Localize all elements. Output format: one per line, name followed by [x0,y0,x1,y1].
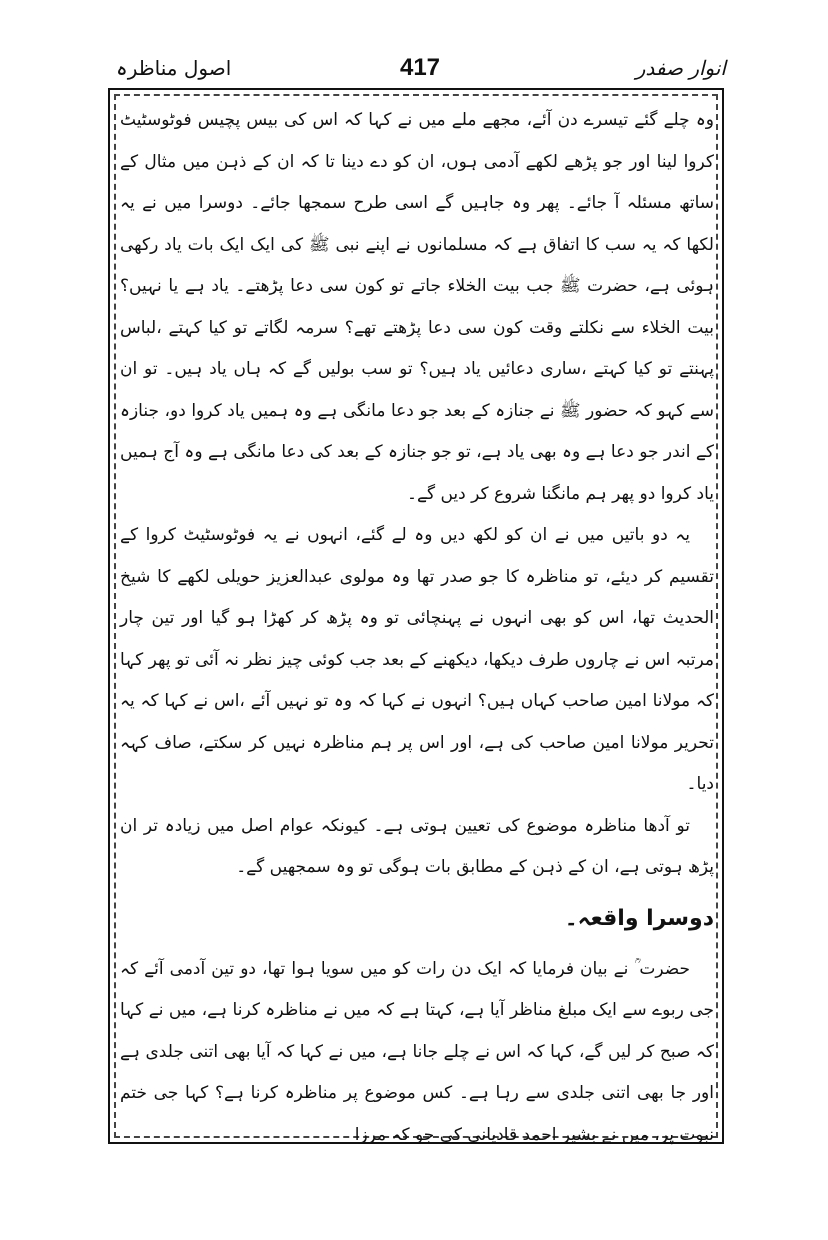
page-header [110,52,730,88]
book-title: انوار صفدر [635,56,726,80]
paragraph-1: وہ چلے گئے تیسرے دن آئے، مجھے ملے میں نے کہا کہ اس کی بیس پچیس فوٹوسٹیٹ کروا لینا اور جو پڑھے لکھے آدمی ہوں، ان کو دے دینا تا کہ ان کے ذہن میں مثال کے ساتھ مسئلہ آ جائے۔ پھر وہ جاہیں گے اسی طرح سمجھا جائے۔ دوسرا میں نے یہ لکھا کہ یہ سب کا اتفاق ہے کہ مسلمانوں نے اپنے نبی ﷺ کی ایک ایک بات یاد رکھی ہوئی ہے، حضرت ﷺ جب بیت الخلاء جاتے تو کون سی دعا پڑھتے۔ یاد ہے یا نہیں؟ بیت الخلاء سے نکلتے وقت کون سی دعا پڑھتے تھے؟ سرمہ لگاتے تو کیا کہتے ،لباس پہنتے تو کیا کہتے ،ساری دعائیں یاد ہیں؟ تو سب بولیں گے کہ ہاں یاد ہیں۔ تو ان سے کہو کہ حضور ﷺ نے جنازہ کے بعد جو دعا مانگی ہے وہ ہمیں یاد کروا دو، جنازہ کے اندر جو دعا ہے وہ بھی یاد ہے، تو جو جنازہ کے بعد کی دعا مانگی ہے وہ آج ہمیں یاد کروا دو پھر ہم مانگنا شروع کر دیں گے۔ [120,110,714,504]
section-heading: دوسرا واقعہ۔ [564,905,714,931]
page-body [120,100,714,1145]
paragraph-2: یہ دو باتیں میں نے ان کو لکھ دیں وہ لے گئے، انہوں نے یہ فوٹوسٹیٹ کروا کے تقسیم کر دیئے، تو مناظرہ کا جو صدر تھا وہ مولوی عبدالعزیز حویلی لکھے کا شیخ الحدیث تھا، اس کو بھی انہوں نے پہنچائی تو وہ پڑھ کر کھڑا ہو گیا اور تین چار مرتبہ اس نے چاروں طرف دیکھا، دیکھنے کے بعد جب کوئی چیز نظر نہ آئی تو پھر کہا کہ مولانا امین صاحب کہاں ہیں؟ انہوں نے کہا کہ وہ تو نہیں آئے ،اس نے کہا کہ یہ تحریر مولانا امین صاحب کی ہے، اور اس پر ہم مناظرہ نہیں کر سکتے، صاف کہہ دیا۔ [120,525,714,794]
paragraph-3: تو آدھا مناظرہ موضوع کی تعیین ہوتی ہے۔ کیونکہ عوام اصل میں زیادہ تر ان پڑھ ہوتی ہے، ان کے ذہن کے مطابق بات ہوگی تو وہ سمجھیں گے۔ [120,815,714,877]
page-number: 417 [399,54,441,81]
chapter-title: اصول مناظرہ [116,56,232,80]
paragraph-4: حضرت ؒ نے بیان فرمایا کہ ایک دن رات کو میں سویا ہوا تھا، دو تین آدمی آئے کہ جی ربوے سے ایک مبلغ مناظر آیا ہے، کہتا ہے کہ میں نے مناظرہ کرنا ہے، میں نے کہا کہ صبح کر لیں گے، کہا کہ اس نے چلے جانا ہے، میں نے کہا کہ آیا بھی اتنی جلدی ہے اور جا بھی اتنی جلدی سے رہا ہے۔ کس موضوع پر مناظرہ کرنا ہے؟ کہا جی ختم نبوت پر، میں نے بشیر احمد قادیانی کی جو کہ مرزا [120,958,714,1145]
